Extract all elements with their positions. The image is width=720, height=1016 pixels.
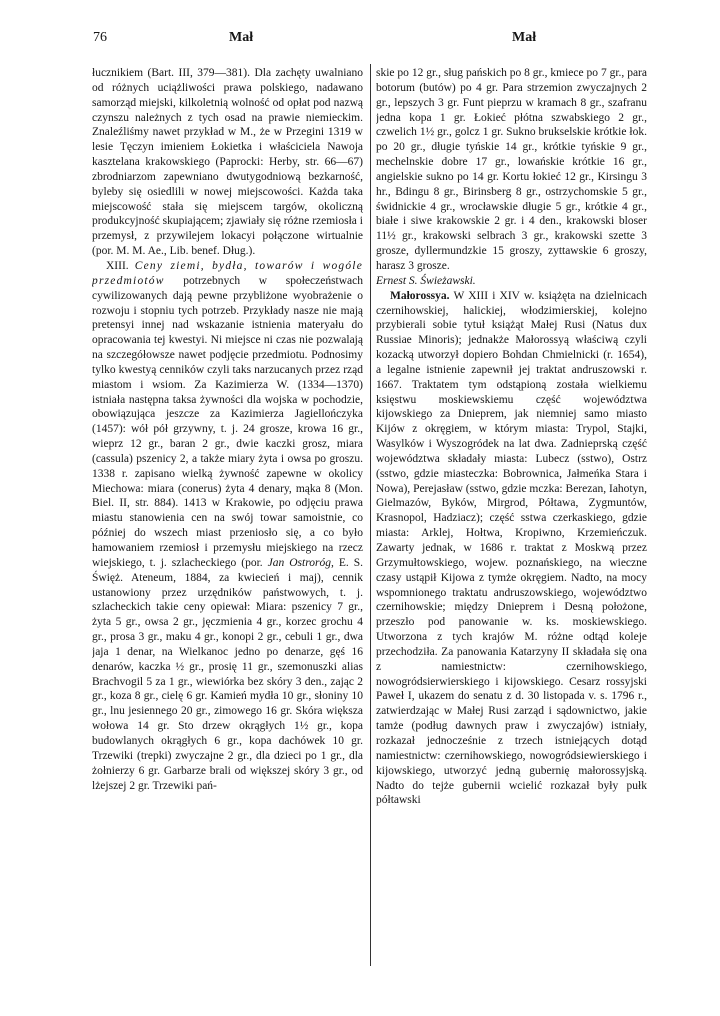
running-head-left: Mał [229, 30, 254, 45]
column-divider [370, 64, 371, 966]
paragraph-lokacja: łucznikiem (Bart. III, 379—381). Dla zachęty uwalniano od różnych uciążliwości prawa polskiego, nadawano samorząd miejski, kilkoletnią wolność od opłat pod nazwą czynszu należnych z tych osad na prawie niemieckim. Znaleźliśmy nawet przykład w M., że w Przegini 1319 w lesie Tęczyn imieniem Łokietka i właściciela Nawoja kasztelana krakowskiego (Paprocki: Herby, str. 66—67) zbrodniarzom zapewniano dwutygodniową bezkarność, byleby się osiedlili w nowej miejscowości. Każda taka miejscowość stała się miejscem targów, okoliczną produkcyjność skupiającem; zjawiały się różne rzemiosła i przemysł, z przywilejem lokacyi połączone wirtualnie (por. M. M. Ae., Lib. benef. Dług.). [92, 67, 363, 258]
paragraph-ceny-text-a: potrzebnych w społeczeństwach cywilizowanych dają pewne przybliżone wyobrażenie o rozwoju i stopniu tych potrzeb. Przykłady nasze nie mają pretensyi innej nad wskazanie istnienia materyału do opracowania tej kwestyi. Ni miejsce ni czas nie pozwalają na szczegółowsze nawet podjęcie przedmiotu. Podnosimy tylko kwestyą cenników czyli taks narzucanych przez rząd miastom i wsiom. Za Kazimierza W. (1334—1370) istniała następna taksa żywności dla wojska w pochodzie, obowiązująca jeszcze za Kazimierza Jagiellończyka (1457): wół pół grzywny, t. j. 24 grosze, krowa 16 gr., wieprz 12 gr., baran 2 gr., dwie kaczki grosz, miara (cassula) pszenicy 2, a także miary żyta i owsa po groszu. 1338 r. zapisano wielką żywność zapewne w okolicy Miechowa: miara (conerus) żyta 4 denary, mąka 8 (Mon. Biel. II, str. 884). 1413 w Krakowie, po odjęciu prawa miastu stanowienia cen na swój towar samoistnie, co później do wszech miast przeniosło się, a co było hamowaniem rzemiosł i przemysłu miejskiego na rzecz wiejskiego, t. j. szlacheckiego (por. [92, 274, 363, 569]
page-header [93, 30, 653, 50]
section-number: XIII. [106, 259, 129, 272]
page-number: 76 [93, 30, 107, 45]
section-title: Ceny ziemi, bydła, towarów i wogóle przedmiotów [92, 259, 363, 287]
running-head-right: Mał [512, 30, 537, 45]
left-column [92, 66, 363, 966]
entry-text: W XIII i XIV w. książęta na dzielnicach czernihowskiej, halickiej, włodzimierskiej, kolejno przybierali sobie tytuł książąt Małej Rusi (Natus dux Russiae Minoris); jednakże Małorossyą właściwą czyli kozacką utworzył dopiero Bohdan Chmielnicki (r. 1654), a legalne istnienie zapewnił jej traktat andruszowski r. 1667. Traktatem tym odstąpioną została wielkiemu księstwu moskiewskiemu część województwa kijowskiego za Dnieprem, jak niemniej samo miasto Kijów z okręgiem, w którym miasta: Trypol, Stajki, Wasylków i Wyszogródek na lat dwa. Zadnieprską część województwa składały miasta: Lubecz (sstwo), Ostrz (sstwo, gdzie miasteczka: Bobrownica, Jałmeńka Stara i Nowa), Perejasław (sstwo, gdzie mczka: Berezan, Iahotyn, Gielmazów, Byków, Mirgrod, Półtawa, Zygmuntów, Krasnopol, Hadziacz); część sstwa czerkaskiego, gdzie miasta: Arklej, Hołtwa, Kropiwno, Krzemieńczuk. Zawarty jednak, w 1686 r. traktat z Moskwą przez Grzymułtowskiego, wojew. poznańskiego, na wieczne czasy ustąpił Kijowa z tymże okręgiem. Nadto, na mocy wspomnionego traktatu andruszowskiego, województwo czernihowskie; między Dnieprem i Desną położone, przeszło pod panowanie w. ks. moskiewskiego. Utworzona z tych krajów M. różne odtąd koleje przechodziła. Za panowania Katarzyny II składała się ona z namiestnictw: czernihowskiego, nowogródsierwierskiego i kijowskiego. Cesarz rossyjski Paweł I, ukazem do senatu z d. 30 listopada v. s. 1796 r., zatwierdzając w Małej Rusi zarząd i sądownictwo, jakie tamże (podług dawnych praw i zwyczajów) istniały, rozkazał jednocześnie z trzech istniejących dotąd namiestnictw: czernihowskiego, nowogródsiewierskiego i kijowskiego, utworzyć jedną gubernię małorossyjską. Nadto do tejże gubernii wcielić rozkazał były pułk półtawski [376, 289, 647, 807]
cited-author: Jan Ostroróg, [267, 556, 334, 569]
paragraph-ceny-continued: skie po 12 gr., sług pańskich po 8 gr., kmiece po 7 gr., para botorum (butów) po 4 gr. Para strzemion zwyczajnych 2 gr., lepszych 3 gr. Funt pieprzu w kramach 8 gr., szafranu jedna kopa 1 gr. Łokieć płótna szwabskiego 2 gr., czwelich 1½ gr., golcz 1 gr. Sukno brukselskie krótkie łok. po 20 gr., długie tyńskie 14 gr., krótkie tyńskie 9 gr., mechelnskie dobre 17 gr., lowańskie krótkie 16 gr., angielskie sukno po 14 gr. Kortu łokieć 12 gr., Kirsingu 3 hr., Bdingu 8 gr., Birinsberg 8 gr., ostrzychomskie 5 gr., świdnickie 4 gr., wrocławskie długie 5 gr., krótkie 4 gr., białe i siwe krakowskie 2 gr. i 4 den., krakowski bloser 11½ gr., krakowski selbrach 3 gr., krakowski szette 3 grosze, dyllermundzkie 15 groszy, zyttawskie 6 groszy, harasz 3 grosze. [376, 67, 647, 272]
entry-malorossya [376, 289, 647, 809]
entry-title: Małorossya. [390, 289, 450, 302]
author-signature: Ernest S. Świeżawski. [376, 274, 476, 287]
right-column [376, 66, 647, 966]
paragraph-ceny-text-b: E. S. Święż. Ateneum, 1884, za kwiecień i maj), cennik ustanowiony przez urzędników państwowych, t. j. szlacheckich takie ceny opiewał: Miara: pszenicy 7 gr., żyta 5 gr., owsa 2 gr., jęczmienia 4 gr., korzec grochu 4 gr., prosa 3 gr., maku 4 gr., konopi 2 gr., cebuli 1 gr., dwa jaja 1 denar, na Wielkanoc jedno po denarze, gęś 16 denarów, kaczka ½ gr., prosię 11 gr., szemonuszki alias Brachvogil 5 za 1 gr., wiewiórka bez skóry 3 den., zając 2 gr., koza 8 gr., cielę 6 gr. Kamień mydła 10 gr., słoniny 10 gr., lnu jesiennego 20 gr., zimowego 16 gr. Skóra większa wołowa 14 gr. Sto drzew okrągłych 1½ gr., kopa budowlanych okrągłych 6 gr., kopa dachówek 10 gr. Trzewiki (trepki) zwyczajne 2 gr., dla dzieci po 1 gr., dla żołnierzy 6 gr. Garbarze brali od większej skóry 3 gr., od lżejszej 2 gr. Trzewiki pań- [92, 556, 363, 792]
paragraph-ceny [92, 259, 363, 793]
